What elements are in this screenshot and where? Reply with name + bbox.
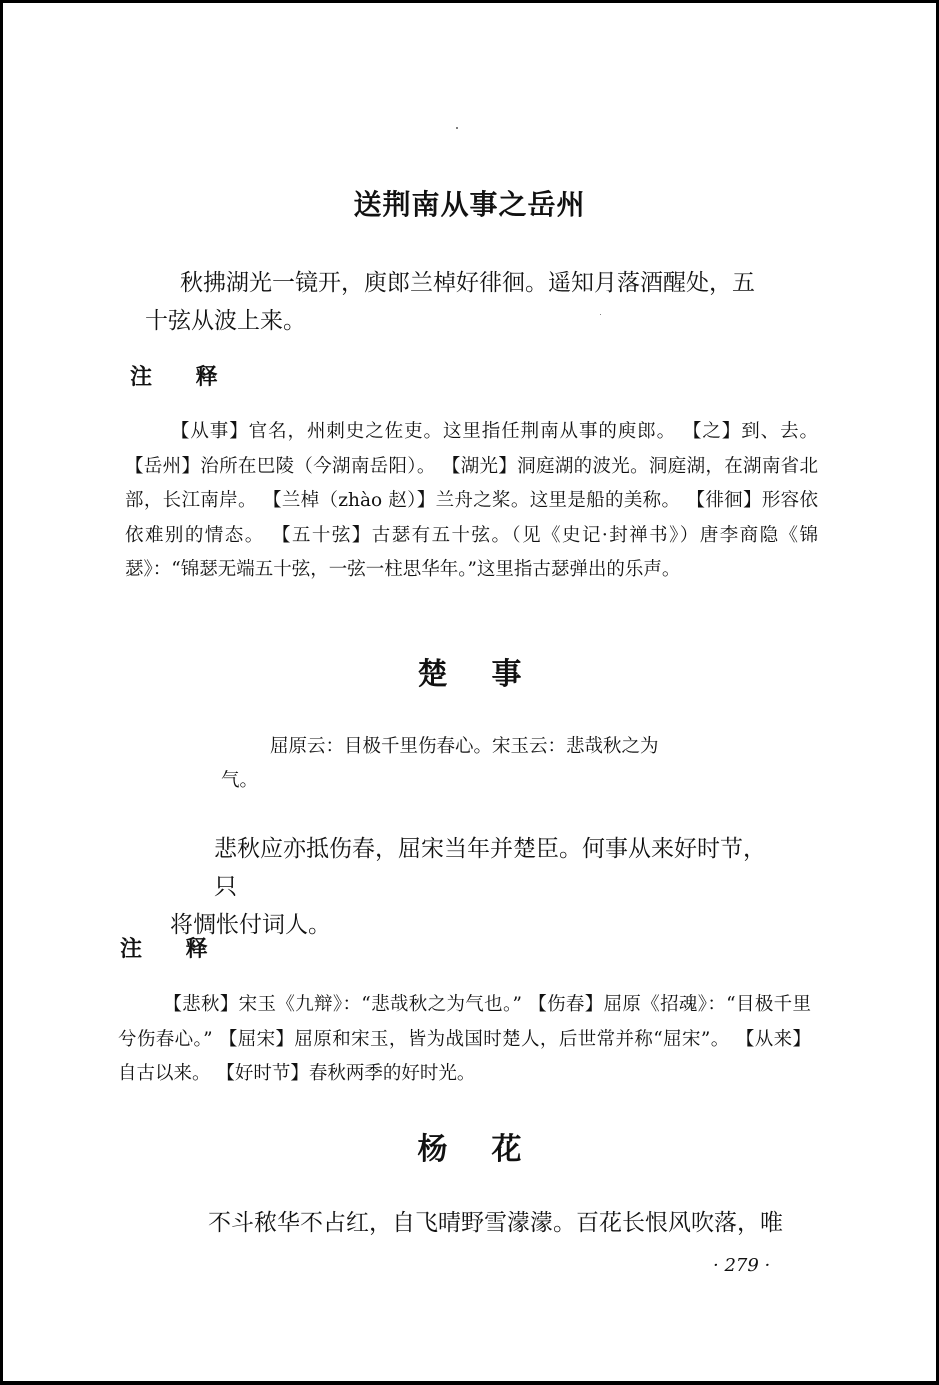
- notes-text: 【悲秋】宋玉《九辩》：“悲哉秋之为气也。” 【伤春】屈原《招魂》：“目极千里兮伤春心。” 【屈宋】屈原和宋玉，皆为战国时楚人，后世常并称“屈宋”。 【从来】自古以来。 【好时节】春秋两季的好时光。: [118, 994, 811, 1084]
- preface-line: 屈原云：目极千里伤春心。宋玉云：悲哉秋之为: [270, 736, 659, 757]
- poem-body-1: [145, 264, 780, 340]
- notes-text: 【从事】官名，州刺史之佐吏。这里指任荆南从事的庾郎。 【之】到、去。 【岳州】治所在巴陵（今湖南岳阳）。 【湖光】洞庭湖的波光。洞庭湖，在湖南省北部，长江南岸。 【兰棹（zhào 赵）】兰舟之桨。这里是船的美称。 【徘徊】形容依依难别的情态。 【五十弦】古瑟有五十弦。（见《史记·封禅书》）唐李商隐《锦瑟》：“锦瑟无端五十弦，一弦一柱思华年。”这里指古瑟弹出的乐声。: [125, 421, 818, 580]
- poem-line: 悲秋应亦抵伤春，屈宋当年并楚臣。何事从来好时节，只: [214, 836, 766, 900]
- poem-line: 秋拂湖光一镜开，庾郎兰棹好徘徊。遥知月落酒醒处，五: [180, 270, 755, 296]
- poem-preface-2: [221, 730, 745, 798]
- poem-title-2: 楚事: [417, 657, 566, 692]
- notes-heading-2: 注 释: [120, 937, 226, 962]
- preface-line: 气。: [221, 770, 259, 791]
- poem-line: 将惆怅付词人。: [170, 912, 331, 938]
- poem-body-3: [208, 1204, 788, 1242]
- poem-body-2: [170, 830, 784, 944]
- page-number: · 279 ·: [713, 1255, 771, 1276]
- poem-line: 不斗秾华不占红，自飞晴野雪濛濛。百花长恨风吹落，唯: [208, 1210, 783, 1236]
- notes-body-2: [118, 988, 811, 1092]
- poem-title-3: 杨花: [417, 1132, 566, 1167]
- scan-border-top: [0, 0, 939, 3]
- notes-body-1: [125, 415, 818, 588]
- scan-speck: [456, 127, 458, 129]
- poem-title-1: 送荆南从事之岳州: [353, 188, 586, 221]
- scan-border-bottom: [0, 1381, 939, 1385]
- poem-line: 十弦从波上来。: [145, 308, 306, 334]
- notes-heading-1: 注 释: [130, 365, 236, 390]
